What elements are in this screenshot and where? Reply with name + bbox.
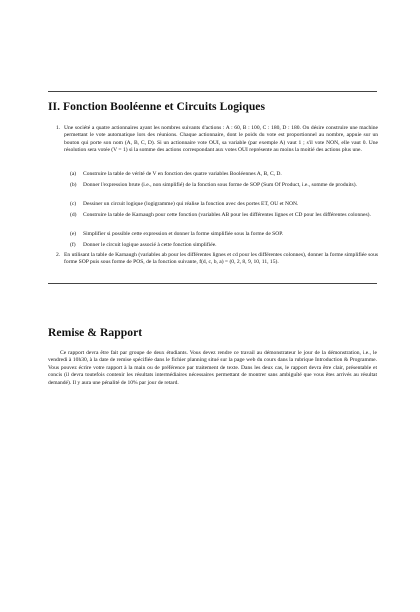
- item-a-text: Construire la table de vérité de V en fonction des quatre variables Booléennes A, B, C, D.: [83, 171, 282, 177]
- top-rule: [48, 91, 377, 92]
- item-e-text: Simplifier si possible cette expression et donner la forme simplifiée sous la forme de SOP.: [83, 231, 284, 237]
- item-f-text: Donner le circuit logique associé à cette fonction simplifiée.: [83, 242, 217, 248]
- item-b-label: (b): [70, 182, 77, 188]
- item-b-text: Donner l'expression brute (i.e., non simplifié) de la fonction sous forme de SOP (Sum Of Product, i.e., somme de produits).: [83, 182, 357, 188]
- question-1-text: Une société a quatre actionnaires ayant les nombres suivants d'actions : A : 60, B : 100, C : 180, D : 180. On désire construire une machine permettant le vote automatique lors des réunions. Chaque actionnaire, dont le poids du vote est proportionnel au nombre, appuie sur un bouton qui porte son nom (A, B, C, D). Si un actionnaire vote OUI, sa variable (par exemple A) vaut 1 ; s'il vote NON, elle vaut 0. Une résolution sera votée (V = 1) si la somme des actions correspondant aux votes OUI représente au moins la moitié des actions plus une.: [64, 125, 378, 154]
- item-f-label: (f): [70, 242, 76, 248]
- section-title-remise: Remise & Rapport: [48, 326, 143, 339]
- question-2-number: 2.: [56, 252, 61, 258]
- question-2-text: En utilisant la table de Karnaugh (variables ab pour les différentes lignes et cd pour les différentes colonnes), donner la forme simplifiée sous forme SOP puis sous forme de POS, de la fonction suivante, f(d, c, b, a) = (0, 2, 8, 9, 10, 11, 15).: [64, 252, 378, 266]
- item-d-text: Construire la table de Karnaugh pour cette fonction (variables AB pour les différentes lignes et CD pour les différentes colonnes).: [83, 212, 371, 218]
- item-c-label: (c): [70, 201, 77, 207]
- item-d-label: (d): [70, 212, 77, 218]
- middle-rule: [48, 283, 377, 284]
- remise-paragraph: Ce rapport devra être fait par groupe de deux étudiants. Vous devez rendre ce travail au démonstrateur le jour de la démonstration, i.e., le vendredi à 10h30, à la date de remise spécifiée dans le fichier planning situé sur la page web du cours dans la rubrique Introduction & Programme. Vous pouvez écrire votre rapport à la main ou de préférence par traitement de texte. Dans les deux cas, le rapport devra être clair, présentable et concis (il devra toutefois contenir les résultats intermédiaires nécessaires permettant de montrer sans ambiguïté que vous êtes arrivés au résultat demandé). Il y aura une pénalité de 10% par jour de retard.: [48, 350, 377, 386]
- item-a-label: (a): [70, 171, 77, 177]
- question-1-number: 1.: [56, 125, 61, 131]
- section-title-boolean: II. Fonction Booléenne et Circuits Logiques: [48, 100, 266, 113]
- item-e-label: (e): [70, 231, 77, 237]
- item-c-text: Dessiner un circuit logique (logigramme) qui réalise la fonction avec des portes ET, OU et NON.: [83, 201, 299, 207]
